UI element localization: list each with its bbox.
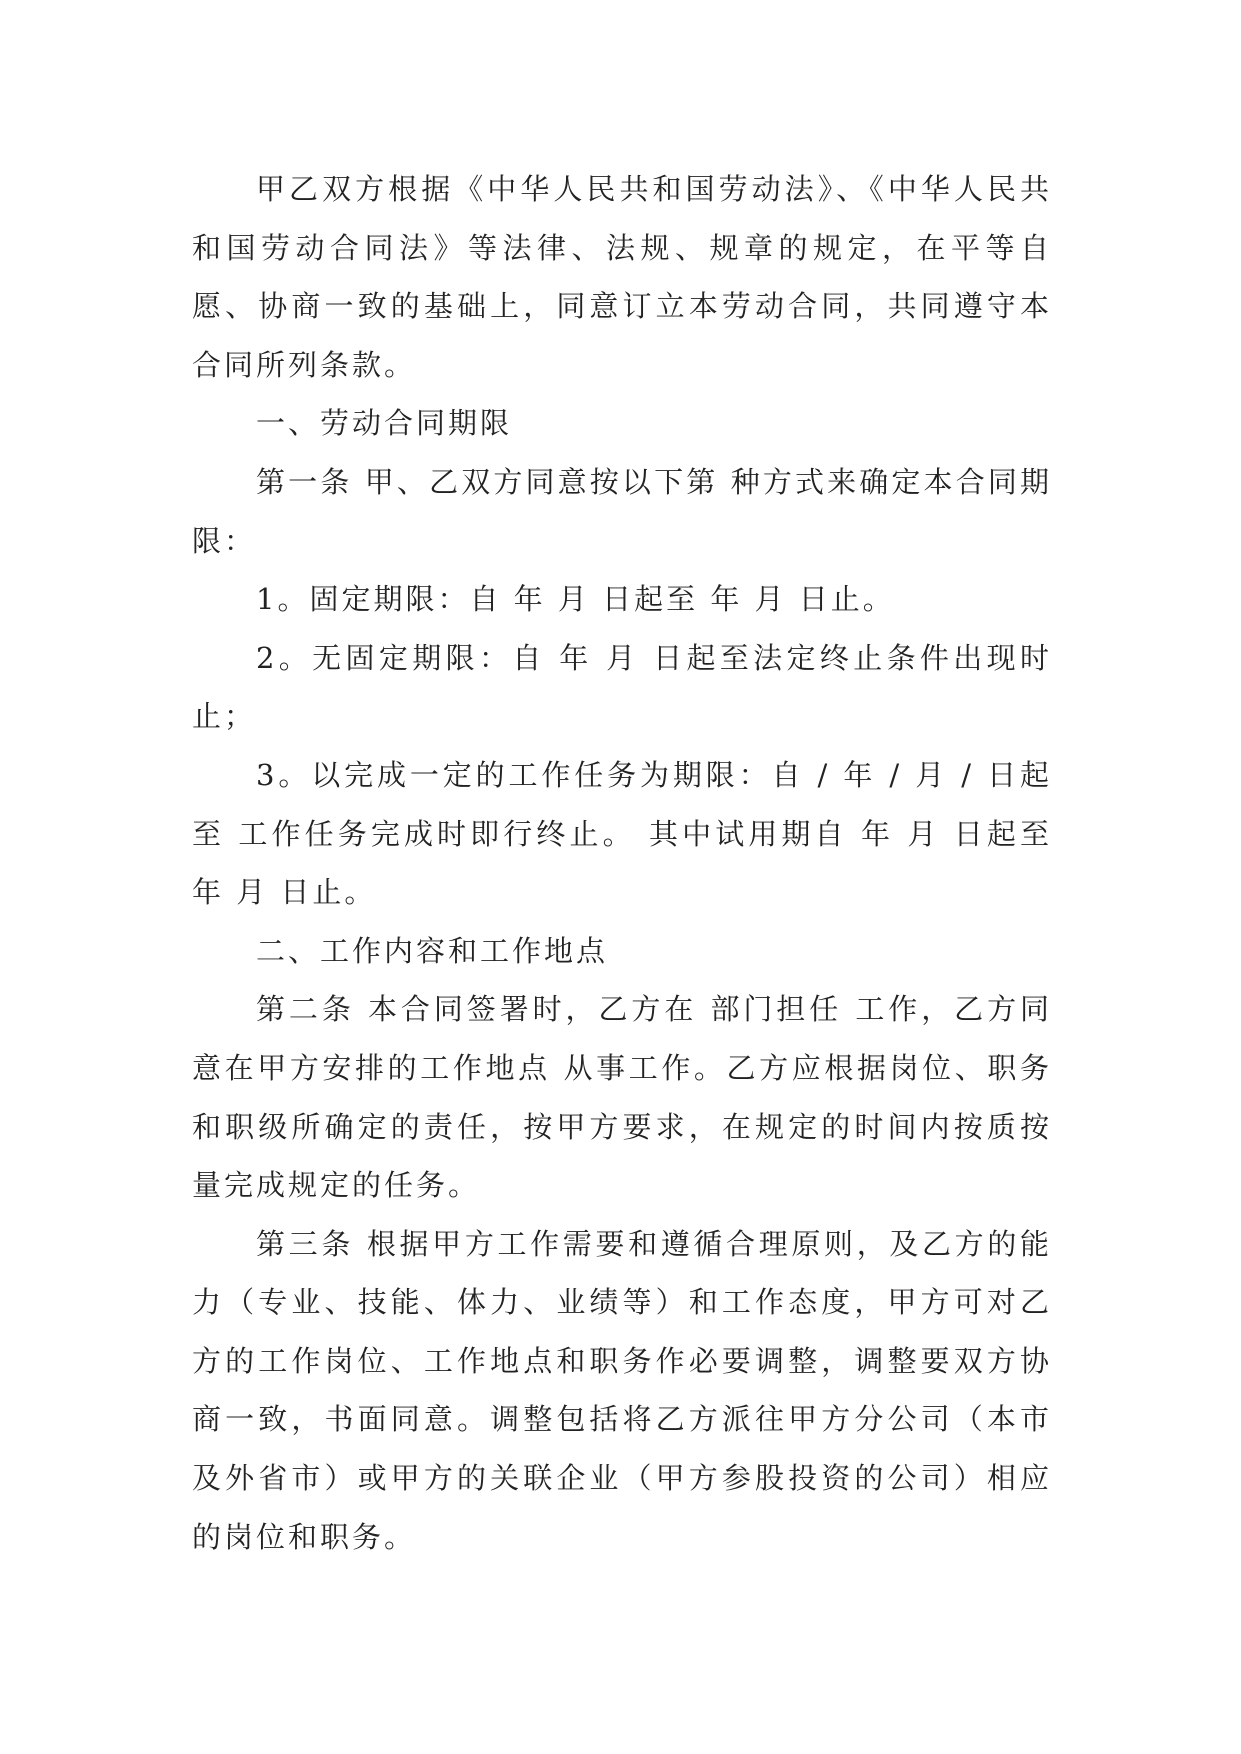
article-1: 第一条 甲、乙双方同意按以下第 种方式来确定本合同期限：	[192, 464, 1052, 558]
section-heading-work: 二、工作内容和工作地点	[256, 933, 609, 968]
article-1-item-1: 1。固定期限：自 年 月 日起至 年 月 日止。	[256, 582, 895, 617]
article-1-item-3: 3。以完成一定的工作任务为期限：自 / 年 / 月 / 日起至 工作任务完成时即行终止。 其中试用期自 年 月 日起至 年 月 日止。	[192, 757, 1052, 910]
article-2: 第二条 本合同签署时，乙方在 部门担任 工作，乙方同意在甲方安排的工作地点 从事工作。乙方应根据岗位、职务和职级所确定的责任，按甲方要求，在规定的时间内按质按量完成规定的任务。	[192, 992, 1052, 1203]
document-body	[192, 160, 1052, 1566]
paragraph-intro: 甲乙双方根据《中华人民共和国劳动法》、《中华人民共和国劳动合同法》等法律、法规、规章的规定，在平等自愿、协商一致的基础上，同意订立本劳动合同，共同遵守本合同所列条款。	[192, 172, 1052, 382]
article-1-item-2: 2。无固定期限：自 年 月 日起至法定终止条件出现时止；	[192, 640, 1052, 734]
article-3: 第三条 根据甲方工作需要和遵循合理原则，及乙方的能力（专业、技能、体力、业绩等）和工作态度，甲方可对乙方的工作岗位、工作地点和职务作必要调整，调整要双方协商一致，书面同意。调整包括将乙方派往甲方分公司（本市及外省市）或甲方的关联企业（甲方参股投资的公司）相应的岗位和职务。	[192, 1226, 1052, 1554]
section-heading-term: 一、劳动合同期限	[256, 406, 513, 441]
